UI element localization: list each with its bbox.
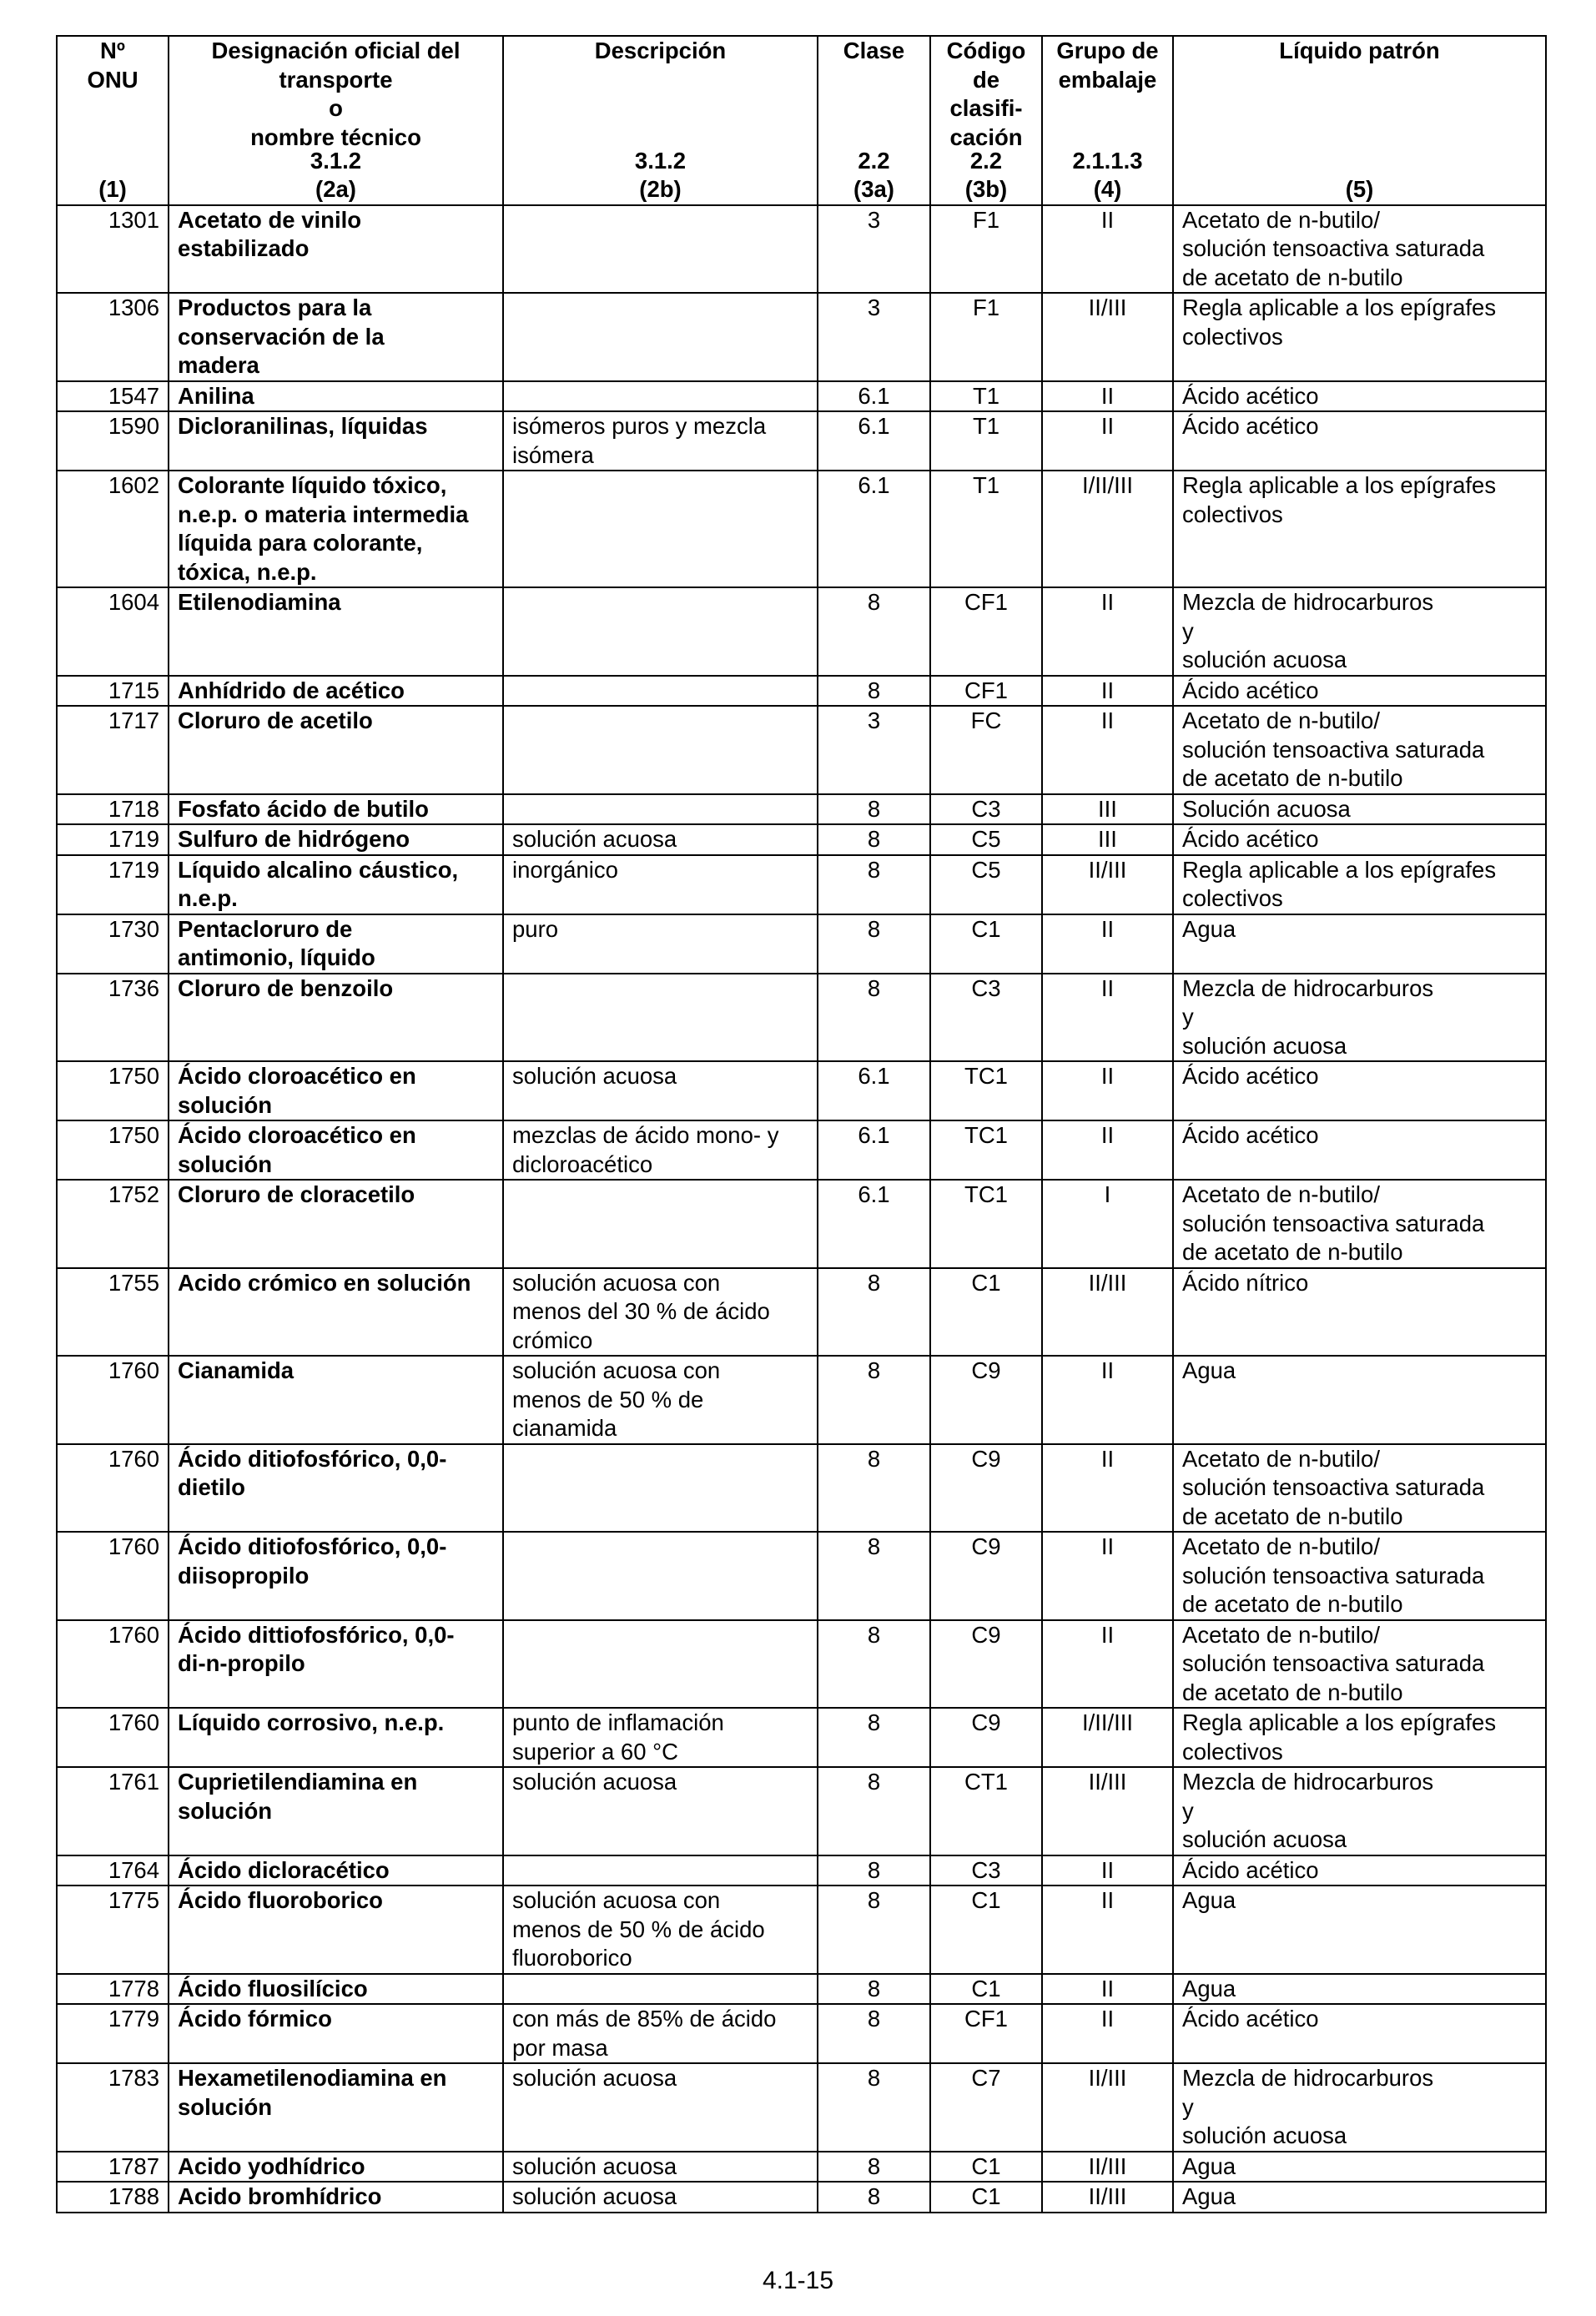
official-name-cell: Ácido fluoroborico <box>169 1886 503 1974</box>
standard-liquid-cell: Acetato de n-butilo/ solución tensoactiva saturada de acetato de n-butilo <box>1173 1620 1546 1709</box>
standard-liquid-cell: Acetato de n-butilo/ solución tensoactiva saturada de acetato de n-butilo <box>1173 205 1546 294</box>
standard-liquid-cell: Mezcla de hidrocarburos y solución acuosa <box>1173 974 1546 1062</box>
description-cell: punto de inflamación superior a 60 °C <box>503 1708 818 1767</box>
standard-liquid-cell: Regla aplicable a los epígrafes colectivos <box>1173 855 1546 914</box>
un-number-cell: 1306 <box>57 293 169 381</box>
class-cell: 8 <box>818 587 930 676</box>
official-name-cell: Líquido alcalino cáustico, n.e.p. <box>169 855 503 914</box>
official-name-cell: Hexametilenodiamina en solución <box>169 2063 503 2152</box>
packing-group-cell: II <box>1042 676 1173 707</box>
standard-liquid-cell: Ácido nítrico <box>1173 1268 1546 1357</box>
un-number-cell: 1717 <box>57 706 169 794</box>
packing-group-cell: II <box>1042 1974 1173 2005</box>
classification-code-cell: CF1 <box>930 587 1042 676</box>
class-cell: 8 <box>818 1708 930 1767</box>
official-name-cell: Anilina <box>169 381 503 412</box>
header-num: (2a) <box>169 175 503 205</box>
classification-code-cell: C9 <box>930 1444 1042 1533</box>
class-cell: 8 <box>818 855 930 914</box>
standard-liquid-cell: Ácido acético <box>1173 1061 1546 1120</box>
classification-code-cell: C3 <box>930 794 1042 825</box>
description-cell: solución acuosa <box>503 1767 818 1855</box>
class-cell: 8 <box>818 794 930 825</box>
header-title: Grupo de embalaje <box>1056 38 1159 93</box>
class-cell: 8 <box>818 1974 930 2005</box>
packing-group-cell: II <box>1042 1120 1173 1180</box>
un-number-cell: 1755 <box>57 1268 169 1357</box>
packing-group-cell: II <box>1042 974 1173 1062</box>
header-title: Designación oficial del transporte o nombre técnico <box>211 38 461 150</box>
official-name-cell: Productos para la conservación de la madera <box>169 293 503 381</box>
header-col-packing-group <box>1042 36 1173 175</box>
class-cell: 8 <box>818 1855 930 1886</box>
description-cell: mezclas de ácido mono- y dicloroacético <box>503 1120 818 1180</box>
standard-liquid-cell: Ácido acético <box>1173 1855 1546 1886</box>
official-name-cell: Líquido corrosivo, n.e.p. <box>169 1708 503 1767</box>
description-cell: solución acuosa <box>503 2182 818 2213</box>
class-cell: 8 <box>818 974 930 1062</box>
table-row <box>57 2004 1546 2063</box>
un-number-cell: 1750 <box>57 1120 169 1180</box>
class-cell: 3 <box>818 205 930 294</box>
un-number-cell: 1783 <box>57 2063 169 2152</box>
description-cell: solución acuosa con menos de 50 % de cianamida <box>503 1356 818 1444</box>
header-title: Clase <box>843 38 905 63</box>
classification-code-cell: C1 <box>930 1974 1042 2005</box>
official-name-cell: Etilenodiamina <box>169 587 503 676</box>
packing-group-cell: II <box>1042 205 1173 294</box>
classification-code-cell: C9 <box>930 1356 1042 1444</box>
description-cell: solución acuosa <box>503 1061 818 1120</box>
header-col-classification-code <box>930 36 1042 175</box>
classification-code-cell: C9 <box>930 1708 1042 1767</box>
packing-group-cell: I <box>1042 1180 1173 1268</box>
header-ref: 2.2 <box>969 147 1003 174</box>
un-number-cell: 1778 <box>57 1974 169 2005</box>
class-cell: 8 <box>818 2152 930 2183</box>
classification-code-cell: T1 <box>930 381 1042 412</box>
classification-code-cell: T1 <box>930 411 1042 471</box>
header-title: Código de clasifi- cación <box>946 38 1026 150</box>
classification-code-cell: C1 <box>930 1886 1042 1974</box>
official-name-cell: Cuprietilendiamina en solución <box>169 1767 503 1855</box>
standard-liquid-cell: Regla aplicable a los epígrafes colectivos <box>1173 471 1546 587</box>
table-row <box>57 1268 1546 1357</box>
page-number: 4.1-15 <box>762 2267 834 2294</box>
packing-group-cell: II <box>1042 1444 1173 1533</box>
un-number-cell: 1764 <box>57 1855 169 1886</box>
official-name-cell: Cloruro de acetilo <box>169 706 503 794</box>
table-row <box>57 706 1546 794</box>
classification-code-cell: C7 <box>930 2063 1042 2152</box>
un-number-cell: 1787 <box>57 2152 169 2183</box>
standard-liquid-cell: Agua <box>1173 914 1546 974</box>
classification-code-cell: CF1 <box>930 676 1042 707</box>
table-header <box>57 36 1546 205</box>
official-name-cell: Sulfuro de hidrógeno <box>169 824 503 855</box>
classification-code-cell: C1 <box>930 2152 1042 2183</box>
packing-group-cell: II <box>1042 706 1173 794</box>
description-cell <box>503 381 818 412</box>
packing-group-cell: II <box>1042 2004 1173 2063</box>
table-row <box>57 1356 1546 1444</box>
header-col-standard-liquid <box>1173 36 1546 175</box>
description-cell: solución acuosa con menos de 50 % de ácido fluoroborico <box>503 1886 818 1974</box>
classification-code-cell: C1 <box>930 1268 1042 1357</box>
standard-liquid-cell: Ácido acético <box>1173 2004 1546 2063</box>
class-cell: 6.1 <box>818 471 930 587</box>
official-name-cell: Acido bromhídrico <box>169 2182 503 2213</box>
classification-code-cell: F1 <box>930 293 1042 381</box>
description-cell: solución acuosa <box>503 2063 818 2152</box>
header-title: Líquido patrón <box>1279 38 1440 63</box>
official-name-cell: Cloruro de cloracetilo <box>169 1180 503 1268</box>
packing-group-cell: II/III <box>1042 2182 1173 2213</box>
description-cell <box>503 587 818 676</box>
un-number-cell: 1779 <box>57 2004 169 2063</box>
class-cell: 8 <box>818 1356 930 1444</box>
class-cell: 8 <box>818 1886 930 1974</box>
un-number-cell: 1730 <box>57 914 169 974</box>
classification-code-cell: CF1 <box>930 2004 1042 2063</box>
class-cell: 3 <box>818 706 930 794</box>
official-name-cell: Fosfato ácido de butilo <box>169 794 503 825</box>
description-cell: isómeros puros y mezcla isómera <box>503 411 818 471</box>
header-col-class <box>818 36 930 175</box>
packing-group-cell: III <box>1042 824 1173 855</box>
un-number-cell: 1760 <box>57 1708 169 1767</box>
un-number-cell: 1602 <box>57 471 169 587</box>
description-cell <box>503 471 818 587</box>
class-cell: 8 <box>818 1268 930 1357</box>
classification-code-cell: CT1 <box>930 1767 1042 1855</box>
description-cell <box>503 1444 818 1533</box>
un-number-cell: 1760 <box>57 1356 169 1444</box>
table-row <box>57 1444 1546 1533</box>
standard-liquid-cell: Acetato de n-butilo/ solución tensoactiva saturada de acetato de n-butilo <box>1173 706 1546 794</box>
header-title: Descripción <box>594 38 727 63</box>
description-cell: inorgánico <box>503 855 818 914</box>
un-number-cell: 1760 <box>57 1620 169 1709</box>
official-name-cell: Ácido dicloracético <box>169 1855 503 1886</box>
description-cell: solución acuosa con menos del 30 % de ácido crómico <box>503 1268 818 1357</box>
standard-liquid-cell: Ácido acético <box>1173 411 1546 471</box>
un-number-cell: 1760 <box>57 1532 169 1620</box>
un-number-cell: 1752 <box>57 1180 169 1268</box>
table-row <box>57 2152 1546 2183</box>
official-name-cell: Ácido fórmico <box>169 2004 503 2063</box>
header-title: Nº ONU <box>87 38 138 93</box>
packing-group-cell: III <box>1042 794 1173 825</box>
official-name-cell: Ácido cloroacético en solución <box>169 1120 503 1180</box>
description-cell <box>503 1855 818 1886</box>
table-row <box>57 1974 1546 2005</box>
class-cell: 8 <box>818 1620 930 1709</box>
un-number-cell: 1788 <box>57 2182 169 2213</box>
table-row <box>57 1767 1546 1855</box>
class-cell: 8 <box>818 1532 930 1620</box>
classification-code-cell: C1 <box>930 2182 1042 2213</box>
classification-code-cell: C5 <box>930 824 1042 855</box>
packing-group-cell: II <box>1042 1532 1173 1620</box>
description-cell <box>503 1532 818 1620</box>
standard-liquid-cell: Agua <box>1173 1886 1546 1974</box>
un-number-cell: 1301 <box>57 205 169 294</box>
header-num: (5) <box>1173 175 1546 205</box>
table-row <box>57 381 1546 412</box>
classification-code-cell: C9 <box>930 1532 1042 1620</box>
un-number-cell: 1760 <box>57 1444 169 1533</box>
header-col-un-number <box>57 36 169 175</box>
official-name-cell: Ácido ditiofosfórico, 0,0- diisopropilo <box>169 1532 503 1620</box>
classification-code-cell: TC1 <box>930 1180 1042 1268</box>
classification-code-cell: F1 <box>930 205 1042 294</box>
standard-liquid-cell: Acetato de n-butilo/ solución tensoactiva saturada de acetato de n-butilo <box>1173 1444 1546 1533</box>
un-number-cell: 1715 <box>57 676 169 707</box>
table-row <box>57 1886 1546 1974</box>
description-cell <box>503 974 818 1062</box>
header-col-description <box>503 36 818 175</box>
description-cell: solución acuosa <box>503 824 818 855</box>
table-row <box>57 205 1546 294</box>
un-number-cell: 1736 <box>57 974 169 1062</box>
description-cell: solución acuosa <box>503 2152 818 2183</box>
standard-liquid-cell: Ácido acético <box>1173 676 1546 707</box>
standard-liquid-cell: Acetato de n-butilo/ solución tensoactiva saturada de acetato de n-butilo <box>1173 1532 1546 1620</box>
table-body <box>57 205 1546 2213</box>
standard-liquid-cell: Regla aplicable a los epígrafes colectivos <box>1173 293 1546 381</box>
un-number-cell: 1719 <box>57 855 169 914</box>
official-name-cell: Cloruro de benzoilo <box>169 974 503 1062</box>
description-cell <box>503 706 818 794</box>
packing-group-cell: II <box>1042 587 1173 676</box>
header-num: (2b) <box>503 175 818 205</box>
standard-liquid-cell: Regla aplicable a los epígrafes colectivos <box>1173 1708 1546 1767</box>
header-num: (4) <box>1042 175 1173 205</box>
packing-group-cell: II/III <box>1042 855 1173 914</box>
table-row <box>57 2182 1546 2213</box>
un-number-cell: 1750 <box>57 1061 169 1120</box>
table-row <box>57 1620 1546 1709</box>
table-row <box>57 1855 1546 1886</box>
class-cell: 8 <box>818 676 930 707</box>
table-row <box>57 794 1546 825</box>
standard-liquid-cell: Ácido acético <box>1173 381 1546 412</box>
class-cell: 6.1 <box>818 1180 930 1268</box>
header-num: (1) <box>57 175 169 205</box>
class-cell: 8 <box>818 2063 930 2152</box>
official-name-cell: Cianamida <box>169 1356 503 1444</box>
classification-code-cell: TC1 <box>930 1061 1042 1120</box>
header-num: (3a) <box>818 175 930 205</box>
header-ref: 3.1.2 <box>634 147 687 174</box>
class-cell: 3 <box>818 293 930 381</box>
packing-group-cell: I/II/III <box>1042 471 1173 587</box>
official-name-cell: Acido crómico en solución <box>169 1268 503 1357</box>
packing-group-cell: II <box>1042 914 1173 974</box>
header-row <box>57 36 1546 175</box>
description-cell <box>503 1180 818 1268</box>
table-row <box>57 1120 1546 1180</box>
classification-code-cell: T1 <box>930 471 1042 587</box>
packing-group-cell: II <box>1042 1855 1173 1886</box>
standard-liquid-cell: Mezcla de hidrocarburos y solución acuosa <box>1173 587 1546 676</box>
standard-liquid-cell: Agua <box>1173 1974 1546 2005</box>
standard-liquid-cell: Solución acuosa <box>1173 794 1546 825</box>
standard-liquid-cell: Acetato de n-butilo/ solución tensoactiva saturada de acetato de n-butilo <box>1173 1180 1546 1268</box>
table-row <box>57 471 1546 587</box>
classification-code-cell: C1 <box>930 914 1042 974</box>
packing-group-cell: I/II/III <box>1042 1708 1173 1767</box>
description-cell <box>503 676 818 707</box>
packing-group-cell: II <box>1042 1356 1173 1444</box>
class-cell: 8 <box>818 824 930 855</box>
official-name-cell: Dicloranilinas, líquidas <box>169 411 503 471</box>
official-name-cell: Ácido cloroacético en solución <box>169 1061 503 1120</box>
table-row <box>57 411 1546 471</box>
official-name-cell: Ácido ditiofosfórico, 0,0- dietilo <box>169 1444 503 1533</box>
class-cell: 8 <box>818 2182 930 2213</box>
un-number-cell: 1761 <box>57 1767 169 1855</box>
packing-group-cell: II/III <box>1042 1268 1173 1357</box>
official-name-cell: Colorante líquido tóxico, n.e.p. o materia intermedia líquida para colorante, tóxica, n.e.p. <box>169 471 503 587</box>
description-cell <box>503 794 818 825</box>
packing-group-cell: II/III <box>1042 2152 1173 2183</box>
header-num: (3b) <box>930 175 1042 205</box>
classification-code-cell: C3 <box>930 1855 1042 1886</box>
un-number-cell: 1590 <box>57 411 169 471</box>
header-ref: 2.2 <box>858 147 890 174</box>
un-number-cell: 1719 <box>57 824 169 855</box>
table-row <box>57 293 1546 381</box>
packing-group-cell: II <box>1042 1886 1173 1974</box>
description-cell: puro <box>503 914 818 974</box>
table-row <box>57 1061 1546 1120</box>
table-row <box>57 855 1546 914</box>
table-row <box>57 587 1546 676</box>
standard-liquid-cell: Agua <box>1173 2152 1546 2183</box>
standard-liquid-cell: Agua <box>1173 1356 1546 1444</box>
un-number-cell: 1718 <box>57 794 169 825</box>
official-name-cell: Acido yodhídrico <box>169 2152 503 2183</box>
classification-code-cell: C5 <box>930 855 1042 914</box>
class-cell: 6.1 <box>818 1061 930 1120</box>
classification-code-cell: C3 <box>930 974 1042 1062</box>
packing-group-cell: II <box>1042 1061 1173 1120</box>
table-row <box>57 1708 1546 1767</box>
description-cell: con más de 85% de ácido por masa <box>503 2004 818 2063</box>
classification-code-cell: C9 <box>930 1620 1042 1709</box>
description-cell <box>503 1620 818 1709</box>
class-cell: 6.1 <box>818 1120 930 1180</box>
packing-group-cell: II <box>1042 1620 1173 1709</box>
official-name-cell: Pentacloruro de antimonio, líquido <box>169 914 503 974</box>
un-number-cell: 1775 <box>57 1886 169 1974</box>
packing-group-cell: II/III <box>1042 2063 1173 2152</box>
class-cell: 8 <box>818 914 930 974</box>
table-row <box>57 1180 1546 1268</box>
class-cell: 6.1 <box>818 411 930 471</box>
description-cell <box>503 293 818 381</box>
header-col-official-name <box>169 36 503 175</box>
standard-liquid-cell: Ácido acético <box>1173 824 1546 855</box>
classification-code-cell: FC <box>930 706 1042 794</box>
header-ref: 2.1.1.3 <box>1072 147 1143 174</box>
header-ref: 3.1.2 <box>310 147 362 174</box>
table-row <box>57 914 1546 974</box>
packing-group-cell: II <box>1042 381 1173 412</box>
class-cell: 8 <box>818 1767 930 1855</box>
official-name-cell: Ácido fluosilícico <box>169 1974 503 2005</box>
table-row <box>57 824 1546 855</box>
packing-group-cell: II <box>1042 411 1173 471</box>
official-name-cell: Anhídrido de acético <box>169 676 503 707</box>
official-name-cell: Acetato de vinilo estabilizado <box>169 205 503 294</box>
table-row <box>57 2063 1546 2152</box>
table-row <box>57 676 1546 707</box>
standard-liquid-cell: Agua <box>1173 2182 1546 2213</box>
classification-code-cell: TC1 <box>930 1120 1042 1180</box>
standard-liquid-cell: Ácido acético <box>1173 1120 1546 1180</box>
standard-liquid-cell: Mezcla de hidrocarburos y solución acuosa <box>1173 1767 1546 1855</box>
class-cell: 8 <box>818 1444 930 1533</box>
standard-liquid-cell: Mezcla de hidrocarburos y solución acuosa <box>1173 2063 1546 2152</box>
description-cell <box>503 205 818 294</box>
un-number-cell: 1604 <box>57 587 169 676</box>
un-number-cell: 1547 <box>57 381 169 412</box>
official-name-cell: Ácido dittiofosfórico, 0,0- di-n-propilo <box>169 1620 503 1709</box>
description-cell <box>503 1974 818 2005</box>
class-cell: 6.1 <box>818 381 930 412</box>
packing-group-cell: II/III <box>1042 1767 1173 1855</box>
packing-group-cell: II/III <box>1042 293 1173 381</box>
substance-table <box>56 35 1547 2213</box>
class-cell: 8 <box>818 2004 930 2063</box>
table-row <box>57 1532 1546 1620</box>
table-row <box>57 974 1546 1062</box>
header-number-row <box>57 175 1546 205</box>
